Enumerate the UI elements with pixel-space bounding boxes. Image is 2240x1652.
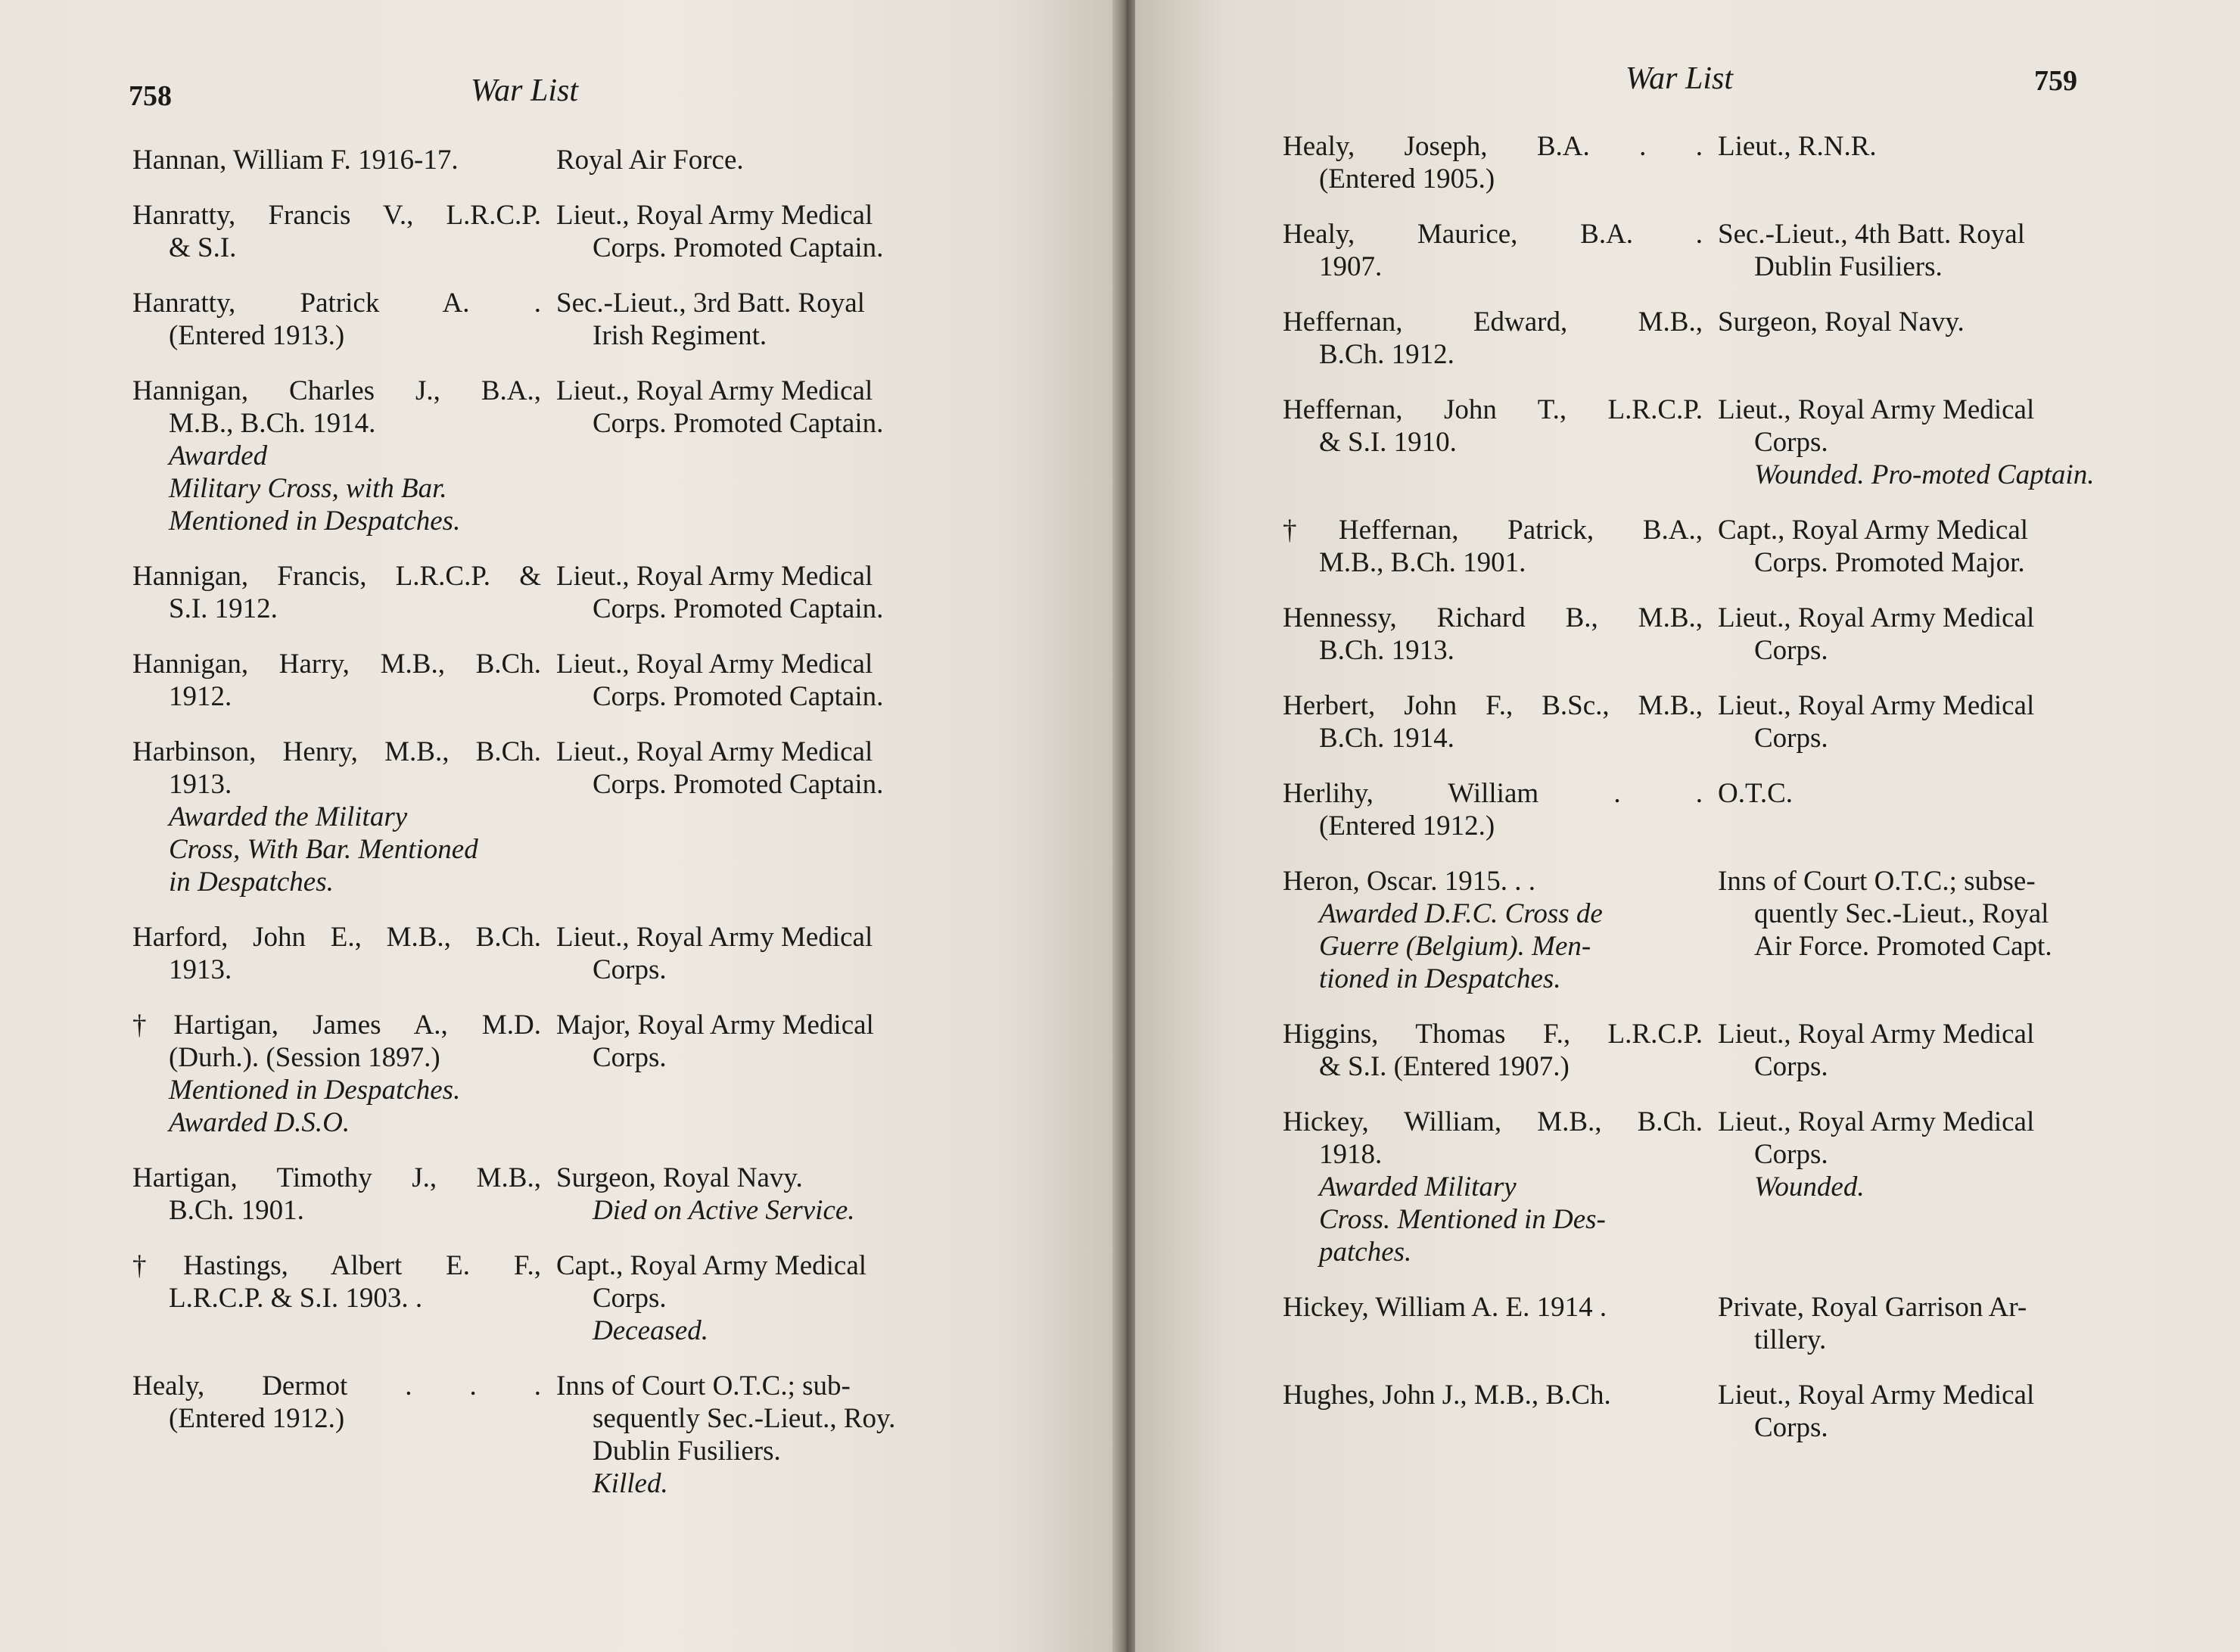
service-line: Private, Royal Garrison Ar- [1718,1292,2027,1323]
entry-note: Mentioned in Despatches. [169,506,461,537]
entry-service [541,1009,965,1139]
list-item [1283,602,2108,667]
entry-note: patches. [1319,1237,1412,1268]
entry-name [132,1370,541,1500]
entry-service [541,648,965,713]
service-line: Lieut., Royal Army Medical [556,649,873,680]
name-line: B.Ch. 1914. [1319,723,1454,754]
service-line: Royal Air Force. [556,145,744,176]
name-line: & S.I. 1910. [1319,427,1457,458]
list-item [1283,1291,2108,1356]
entry-list [1283,130,2108,1467]
name-line: 1913. [169,769,232,800]
name-line: 1913. [169,954,232,985]
name-line: (Entered 1905.) [1319,163,1495,194]
entry-name [132,560,541,625]
name-line: Harford, John E., M.B., B.Ch. [132,922,541,953]
entry-name [132,1249,541,1347]
list-item [132,375,965,537]
service-line: Corps. Promoted Major. [1754,547,2025,578]
entry-name [132,375,541,537]
name-line: & S.I. [169,232,237,263]
service-line: Sec.-Lieut., 3rd Batt. Royal [556,288,865,319]
entry-name [1283,777,1703,842]
name-line: †Heffernan, Patrick, B.A., [1283,515,1703,546]
service-line: Lieut., Royal Army Medical [1718,1380,2035,1411]
entry-name [132,1162,541,1227]
name-line: Healy, Joseph, B.A. . . [1283,131,1703,162]
entry-name [1283,689,1703,754]
list-item [1283,689,2108,754]
list-item [1283,306,2108,371]
entry-list [132,144,965,1523]
name-line: S.I. 1912. [169,593,278,624]
entry-note: Military Cross, with Bar. [169,473,447,504]
entry-note: Cross, With Bar. Mentioned [169,834,478,865]
service-line: Lieut., Royal Army Medical [556,375,873,406]
entry-service [1703,514,2108,579]
entry-service [541,375,965,537]
name-line: M.B., B.Ch. 1901. [1319,547,1526,578]
list-item [132,560,965,625]
service-line: Corps. Promoted Captain. [593,408,884,439]
entry-service [1703,865,2108,995]
entry-name [1283,1291,1703,1356]
entry-name [1283,1379,1703,1444]
service-line: Lieut., Royal Army Medical [556,561,873,592]
entry-service [1703,602,2108,667]
entry-name [132,921,541,986]
name-line: Hughes, John J., M.B., B.Ch. [1283,1380,1611,1411]
service-line: Major, Royal Army Medical [556,1010,874,1041]
service-line: Air Force. Promoted Capt. [1754,931,2052,962]
name-line: Hannigan, Charles J., B.A., [132,375,541,406]
list-item [1283,1018,2108,1083]
list-item [132,921,965,986]
entry-note: tioned in Despatches. [1319,963,1561,994]
name-line: 1912. [169,681,232,712]
page-number: 759 [2034,65,2077,97]
entry-note: Awarded [169,440,268,471]
service-line: Corps. [1754,1412,1828,1443]
name-line: Hanratty, Francis V., L.R.C.P. [132,200,541,231]
list-item [1283,218,2108,283]
list-item [132,199,965,264]
name-line: Heron, Oscar. 1915. . . [1283,866,1535,897]
service-line: Capt., Royal Army Medical [556,1250,867,1281]
entry-service [1703,1106,2108,1268]
entry-service [1703,218,2108,283]
entry-service [1703,1291,2108,1356]
name-line: Hannigan, Francis, L.R.C.P. & [132,561,541,592]
entry-service [541,144,965,176]
name-line: Hannigan, Harry, M.B., B.Ch. [132,649,541,680]
entry-service [541,560,965,625]
name-line: Hanratty, Patrick A. . [132,288,541,319]
service-line: Corps. [593,954,667,985]
service-line: Corps. [1754,427,1828,458]
name-line: (Durh.). (Session 1897.) [169,1042,440,1073]
entry-name [132,648,541,713]
entry-name [1283,130,1703,195]
name-line: 1907. [1319,251,1383,282]
entry-note: Guerre (Belgium). Men- [1319,931,1591,962]
service-line: Lieut., Royal Army Medical [556,736,873,767]
name-line: Hickey, William A. E. 1914 . [1283,1292,1607,1323]
right-page [1135,0,2240,1652]
list-item [1283,1379,2108,1444]
name-line: (Entered 1912.) [1319,810,1495,842]
service-line: Corps. Promoted Captain. [593,769,884,800]
list-item [1283,514,2108,579]
running-title: War List [1626,61,1734,96]
name-line: Hannan, William F. 1916-17. [132,145,459,176]
entry-note: Awarded Military [1319,1171,1517,1202]
service-line: O.T.C. [1718,778,1794,809]
entry-name [132,199,541,264]
list-item [132,648,965,713]
entry-service [541,1370,965,1500]
service-note: Wounded. Pro-moted Captain. [1754,459,2095,490]
service-line: Capt., Royal Army Medical [1718,515,2029,546]
service-line: Dublin Fusiliers. [593,1436,781,1467]
entry-service [1703,689,2108,754]
name-line: Heffernan, Edward, M.B., [1283,306,1703,338]
service-line: Lieut., R.N.R. [1718,131,1877,162]
service-line: Corps. [1754,635,1828,666]
entry-name [1283,865,1703,995]
entry-name [132,736,541,898]
name-line: (Entered 1913.) [169,320,345,351]
list-item [1283,130,2108,195]
service-line: Irish Regiment. [593,320,767,351]
name-line: †Hastings, Albert E. F., [132,1250,541,1281]
entry-service [1703,1018,2108,1083]
name-line: Heffernan, John T., L.R.C.P. [1283,394,1703,425]
entry-service [1703,394,2108,491]
entry-name [1283,306,1703,371]
entry-service [541,921,965,986]
service-line: Corps. [593,1042,667,1073]
service-line: Corps. [1754,1051,1828,1082]
name-line: B.Ch. 1912. [1319,339,1454,370]
service-line: Lieut., Royal Army Medical [1718,1106,2035,1137]
entry-service [1703,306,2108,371]
entry-service [541,736,965,898]
page-number: 758 [129,80,172,112]
list-item [132,144,965,176]
entry-name [1283,1018,1703,1083]
service-line: Corps. [593,1283,667,1314]
service-line: sequently Sec.-Lieut., Roy. [593,1403,896,1434]
entry-service [541,1162,965,1227]
service-line: Lieut., Royal Army Medical [556,922,873,953]
entry-name [1283,514,1703,579]
list-item [132,1249,965,1347]
service-line: quently Sec.-Lieut., Royal [1754,898,2049,929]
service-note: Died on Active Service. [593,1195,855,1226]
list-item [132,1162,965,1227]
service-line: Corps. Promoted Captain. [593,681,884,712]
service-line: Corps. [1754,1139,1828,1170]
service-line: Inns of Court O.T.C.; sub- [556,1370,851,1402]
name-line: Herbert, John F., B.Sc., M.B., [1283,690,1703,721]
service-line: Corps. [1754,723,1828,754]
list-item [132,1009,965,1139]
name-line: 1918. [1319,1139,1383,1170]
name-line: Hickey, William, M.B., B.Ch. [1283,1106,1703,1137]
entry-service [1703,777,2108,842]
entry-note: Awarded the Military [169,801,408,832]
service-line: Surgeon, Royal Navy. [1718,306,1965,338]
entry-name [132,144,541,176]
list-item [1283,1106,2108,1268]
entry-note: Awarded D.S.O. [169,1107,350,1138]
name-line: Hartigan, Timothy J., M.B., [132,1162,541,1193]
name-line: B.Ch. 1913. [1319,635,1454,666]
service-line: Inns of Court O.T.C.; subse- [1718,866,2036,897]
list-item [132,1370,965,1500]
service-note: Wounded. [1754,1171,1865,1202]
name-line: B.Ch. 1901. [169,1195,304,1226]
name-line: Healy, Maurice, B.A. . [1283,219,1703,250]
service-line: Lieut., Royal Army Medical [1718,394,2035,425]
entry-service [541,1249,965,1347]
left-page [0,0,1118,1652]
entry-name [1283,394,1703,491]
name-line: Hennessy, Richard B., M.B., [1283,602,1703,633]
entry-service [541,199,965,264]
entry-note: Mentioned in Despatches. [169,1075,461,1106]
service-line: Dublin Fusiliers. [1754,251,1943,282]
service-line: Surgeon, Royal Navy. [556,1162,803,1193]
name-line: Herlihy, William . . [1283,778,1703,809]
service-note: Killed. [593,1468,668,1499]
entry-service [541,287,965,352]
service-line: Lieut., Royal Army Medical [556,200,873,231]
list-item [1283,865,2108,995]
running-title: War List [471,73,579,108]
service-line: Corps. Promoted Captain. [593,232,884,263]
entry-name [1283,602,1703,667]
name-line: Higgins, Thomas F., L.R.C.P. [1283,1019,1703,1050]
list-item [132,287,965,352]
service-line: Sec.-Lieut., 4th Batt. Royal [1718,219,2025,250]
name-line: & S.I. (Entered 1907.) [1319,1051,1570,1082]
name-line: Harbinson, Henry, M.B., B.Ch. [132,736,541,767]
entry-name [132,1009,541,1139]
service-line: Lieut., Royal Army Medical [1718,1019,2035,1050]
entry-note: Awarded D.F.C. Cross de [1319,898,1603,929]
list-item [132,736,965,898]
entry-service [1703,130,2108,195]
service-line: Lieut., Royal Army Medical [1718,690,2035,721]
entry-note: in Despatches. [169,866,334,898]
list-item [1283,394,2108,491]
entry-service [1703,1379,2108,1444]
service-line: tillery. [1754,1324,1827,1355]
name-line: M.B., B.Ch. 1914. [169,408,376,439]
entry-name [132,287,541,352]
service-note: Deceased. [593,1315,709,1346]
service-line: Lieut., Royal Army Medical [1718,602,2035,633]
name-line: †Hartigan, James A., M.D. [132,1010,541,1041]
name-line: (Entered 1912.) [169,1403,345,1434]
name-line: Healy, Dermot . . . [132,1370,541,1402]
list-item [1283,777,2108,842]
entry-name [1283,218,1703,283]
entry-name [1283,1106,1703,1268]
name-line: L.R.C.P. & S.I. 1903. . [169,1283,423,1314]
service-line: Corps. Promoted Captain. [593,593,884,624]
entry-note: Cross. Mentioned in Des- [1319,1204,1606,1235]
